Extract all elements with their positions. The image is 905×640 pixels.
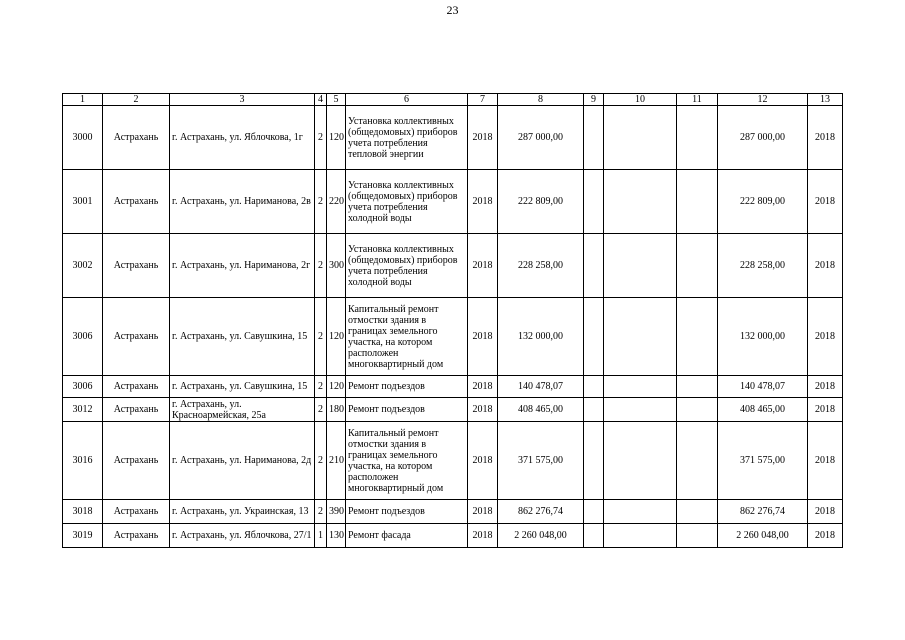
cell-total: 287 000,00 bbox=[718, 106, 808, 170]
cell-col9 bbox=[584, 106, 604, 170]
page-number: 23 bbox=[446, 3, 459, 17]
cell-col4: 2 bbox=[315, 376, 327, 398]
cell-work-type: Капитальный ремонт отмостки здания в границах земельного участка, на котором расположен многоквартирный дом bbox=[346, 422, 468, 500]
cell-col4: 2 bbox=[315, 398, 327, 422]
cell-work-type: Капитальный ремонт отмостки здания в границах земельного участка, на котором расположен многоквартирный дом bbox=[346, 298, 468, 376]
cell-cost: 222 809,00 bbox=[498, 170, 584, 234]
column-header-13: 13 bbox=[808, 94, 843, 106]
cell-col10 bbox=[604, 106, 677, 170]
cell-year: 2018 bbox=[468, 106, 498, 170]
cell-address: г. Астрахань, ул. Нариманова, 2д bbox=[170, 422, 315, 500]
cell-col5: 130 bbox=[327, 524, 346, 548]
cell-col5: 300 bbox=[327, 234, 346, 298]
column-header-11: 11 bbox=[677, 94, 718, 106]
cell-col4: 2 bbox=[315, 298, 327, 376]
cell-col4: 1 bbox=[315, 524, 327, 548]
table-row bbox=[63, 422, 843, 500]
cell-cost: 862 276,74 bbox=[498, 500, 584, 524]
table-row bbox=[63, 500, 843, 524]
cell-col10 bbox=[604, 398, 677, 422]
cell-col13: 2018 bbox=[808, 524, 843, 548]
cell-address: г. Астрахань, ул. Савушкина, 15 bbox=[170, 376, 315, 398]
cell-address: г. Астрахань, ул. Красноармейская, 25а bbox=[170, 398, 315, 422]
cell-col11 bbox=[677, 524, 718, 548]
column-header-9: 9 bbox=[584, 94, 604, 106]
cell-col10 bbox=[604, 422, 677, 500]
cell-col11 bbox=[677, 500, 718, 524]
cell-city: Астрахань bbox=[103, 234, 170, 298]
table-body bbox=[63, 106, 843, 548]
cell-city: Астрахань bbox=[103, 524, 170, 548]
cell-col13: 2018 bbox=[808, 234, 843, 298]
table-row bbox=[63, 170, 843, 234]
cell-col5: 210 bbox=[327, 422, 346, 500]
cell-col5: 120 bbox=[327, 298, 346, 376]
table-row bbox=[63, 376, 843, 398]
cell-cost: 228 258,00 bbox=[498, 234, 584, 298]
cell-total: 2 260 048,00 bbox=[718, 524, 808, 548]
cell-col9 bbox=[584, 524, 604, 548]
cell-city: Астрахань bbox=[103, 376, 170, 398]
cell-col11 bbox=[677, 234, 718, 298]
column-header-8: 8 bbox=[498, 94, 584, 106]
cell-id: 3018 bbox=[63, 500, 103, 524]
cell-total: 132 000,00 bbox=[718, 298, 808, 376]
cell-address: г. Астрахань, ул. Яблочкова, 27/1 bbox=[170, 524, 315, 548]
cell-total: 862 276,74 bbox=[718, 500, 808, 524]
cell-city: Астрахань bbox=[103, 500, 170, 524]
cell-col10 bbox=[604, 170, 677, 234]
cell-id: 3000 bbox=[63, 106, 103, 170]
cell-year: 2018 bbox=[468, 500, 498, 524]
column-header-12: 12 bbox=[718, 94, 808, 106]
cell-col13: 2018 bbox=[808, 106, 843, 170]
cell-id: 3001 bbox=[63, 170, 103, 234]
table-row bbox=[63, 398, 843, 422]
cell-work-type: Ремонт фасада bbox=[346, 524, 468, 548]
cell-col9 bbox=[584, 298, 604, 376]
table-row bbox=[63, 298, 843, 376]
column-header-1: 1 bbox=[63, 94, 103, 106]
cell-col10 bbox=[604, 524, 677, 548]
cell-city: Астрахань bbox=[103, 170, 170, 234]
cell-col11 bbox=[677, 298, 718, 376]
cell-col4: 2 bbox=[315, 234, 327, 298]
cell-work-type: Ремонт подъездов bbox=[346, 500, 468, 524]
cell-col9 bbox=[584, 422, 604, 500]
cell-col13: 2018 bbox=[808, 422, 843, 500]
cell-year: 2018 bbox=[468, 422, 498, 500]
cell-total: 371 575,00 bbox=[718, 422, 808, 500]
cell-id: 3002 bbox=[63, 234, 103, 298]
cell-year: 2018 bbox=[468, 234, 498, 298]
cell-col5: 120 bbox=[327, 106, 346, 170]
cell-col10 bbox=[604, 500, 677, 524]
cell-work-type: Ремонт подъездов bbox=[346, 398, 468, 422]
column-header-10: 10 bbox=[604, 94, 677, 106]
cell-work-type: Ремонт подъездов bbox=[346, 376, 468, 398]
cell-year: 2018 bbox=[468, 170, 498, 234]
cell-col5: 390 bbox=[327, 500, 346, 524]
cell-city: Астрахань bbox=[103, 106, 170, 170]
cell-total: 222 809,00 bbox=[718, 170, 808, 234]
capital-repair-table bbox=[62, 93, 843, 548]
table-row bbox=[63, 234, 843, 298]
cell-col13: 2018 bbox=[808, 298, 843, 376]
cell-col10 bbox=[604, 376, 677, 398]
cell-total: 140 478,07 bbox=[718, 376, 808, 398]
cell-col11 bbox=[677, 398, 718, 422]
cell-col4: 2 bbox=[315, 422, 327, 500]
cell-id: 3006 bbox=[63, 298, 103, 376]
cell-col9 bbox=[584, 376, 604, 398]
cell-col13: 2018 bbox=[808, 500, 843, 524]
cell-cost: 132 000,00 bbox=[498, 298, 584, 376]
cell-year: 2018 bbox=[468, 298, 498, 376]
cell-year: 2018 bbox=[468, 524, 498, 548]
cell-address: г. Астрахань, ул. Яблочкова, 1г bbox=[170, 106, 315, 170]
header-row bbox=[63, 94, 843, 106]
cell-total: 228 258,00 bbox=[718, 234, 808, 298]
cell-cost: 2 260 048,00 bbox=[498, 524, 584, 548]
cell-col5: 120 bbox=[327, 376, 346, 398]
cell-col10 bbox=[604, 298, 677, 376]
cell-id: 3019 bbox=[63, 524, 103, 548]
column-header-3: 3 bbox=[170, 94, 315, 106]
column-header-7: 7 bbox=[468, 94, 498, 106]
cell-col5: 180 bbox=[327, 398, 346, 422]
cell-col4: 2 bbox=[315, 106, 327, 170]
cell-col9 bbox=[584, 170, 604, 234]
column-header-6: 6 bbox=[346, 94, 468, 106]
cell-id: 3012 bbox=[63, 398, 103, 422]
column-header-5: 5 bbox=[327, 94, 346, 106]
table-row bbox=[63, 524, 843, 548]
cell-col11 bbox=[677, 170, 718, 234]
cell-col9 bbox=[584, 398, 604, 422]
cell-col5: 220 bbox=[327, 170, 346, 234]
cell-col9 bbox=[584, 234, 604, 298]
cell-address: г. Астрахань, ул. Украинская, 13 bbox=[170, 500, 315, 524]
cell-address: г. Астрахань, ул. Савушкина, 15 bbox=[170, 298, 315, 376]
cell-cost: 371 575,00 bbox=[498, 422, 584, 500]
cell-work-type: Установка коллективных (общедомовых) приборов учета потребления холодной воды bbox=[346, 234, 468, 298]
cell-col9 bbox=[584, 500, 604, 524]
column-header-2: 2 bbox=[103, 94, 170, 106]
cell-work-type: Установка коллективных (общедомовых) приборов учета потребления холодной воды bbox=[346, 170, 468, 234]
cell-col4: 2 bbox=[315, 500, 327, 524]
cell-col11 bbox=[677, 422, 718, 500]
cell-cost: 408 465,00 bbox=[498, 398, 584, 422]
cell-col13: 2018 bbox=[808, 170, 843, 234]
cell-total: 408 465,00 bbox=[718, 398, 808, 422]
cell-city: Астрахань bbox=[103, 298, 170, 376]
cell-col11 bbox=[677, 376, 718, 398]
cell-col4: 2 bbox=[315, 170, 327, 234]
cell-city: Астрахань bbox=[103, 398, 170, 422]
cell-col13: 2018 bbox=[808, 376, 843, 398]
cell-id: 3016 bbox=[63, 422, 103, 500]
cell-col10 bbox=[604, 234, 677, 298]
cell-cost: 287 000,00 bbox=[498, 106, 584, 170]
table-header bbox=[63, 94, 843, 106]
cell-city: Астрахань bbox=[103, 422, 170, 500]
cell-id: 3006 bbox=[63, 376, 103, 398]
cell-work-type: Установка коллективных (общедомовых) приборов учета потребления тепловой энергии bbox=[346, 106, 468, 170]
cell-address: г. Астрахань, ул. Нариманова, 2г bbox=[170, 234, 315, 298]
cell-year: 2018 bbox=[468, 376, 498, 398]
cell-col11 bbox=[677, 106, 718, 170]
cell-cost: 140 478,07 bbox=[498, 376, 584, 398]
cell-col13: 2018 bbox=[808, 398, 843, 422]
cell-year: 2018 bbox=[468, 398, 498, 422]
column-header-4: 4 bbox=[315, 94, 327, 106]
table-row bbox=[63, 106, 843, 170]
cell-address: г. Астрахань, ул. Нариманова, 2в bbox=[170, 170, 315, 234]
